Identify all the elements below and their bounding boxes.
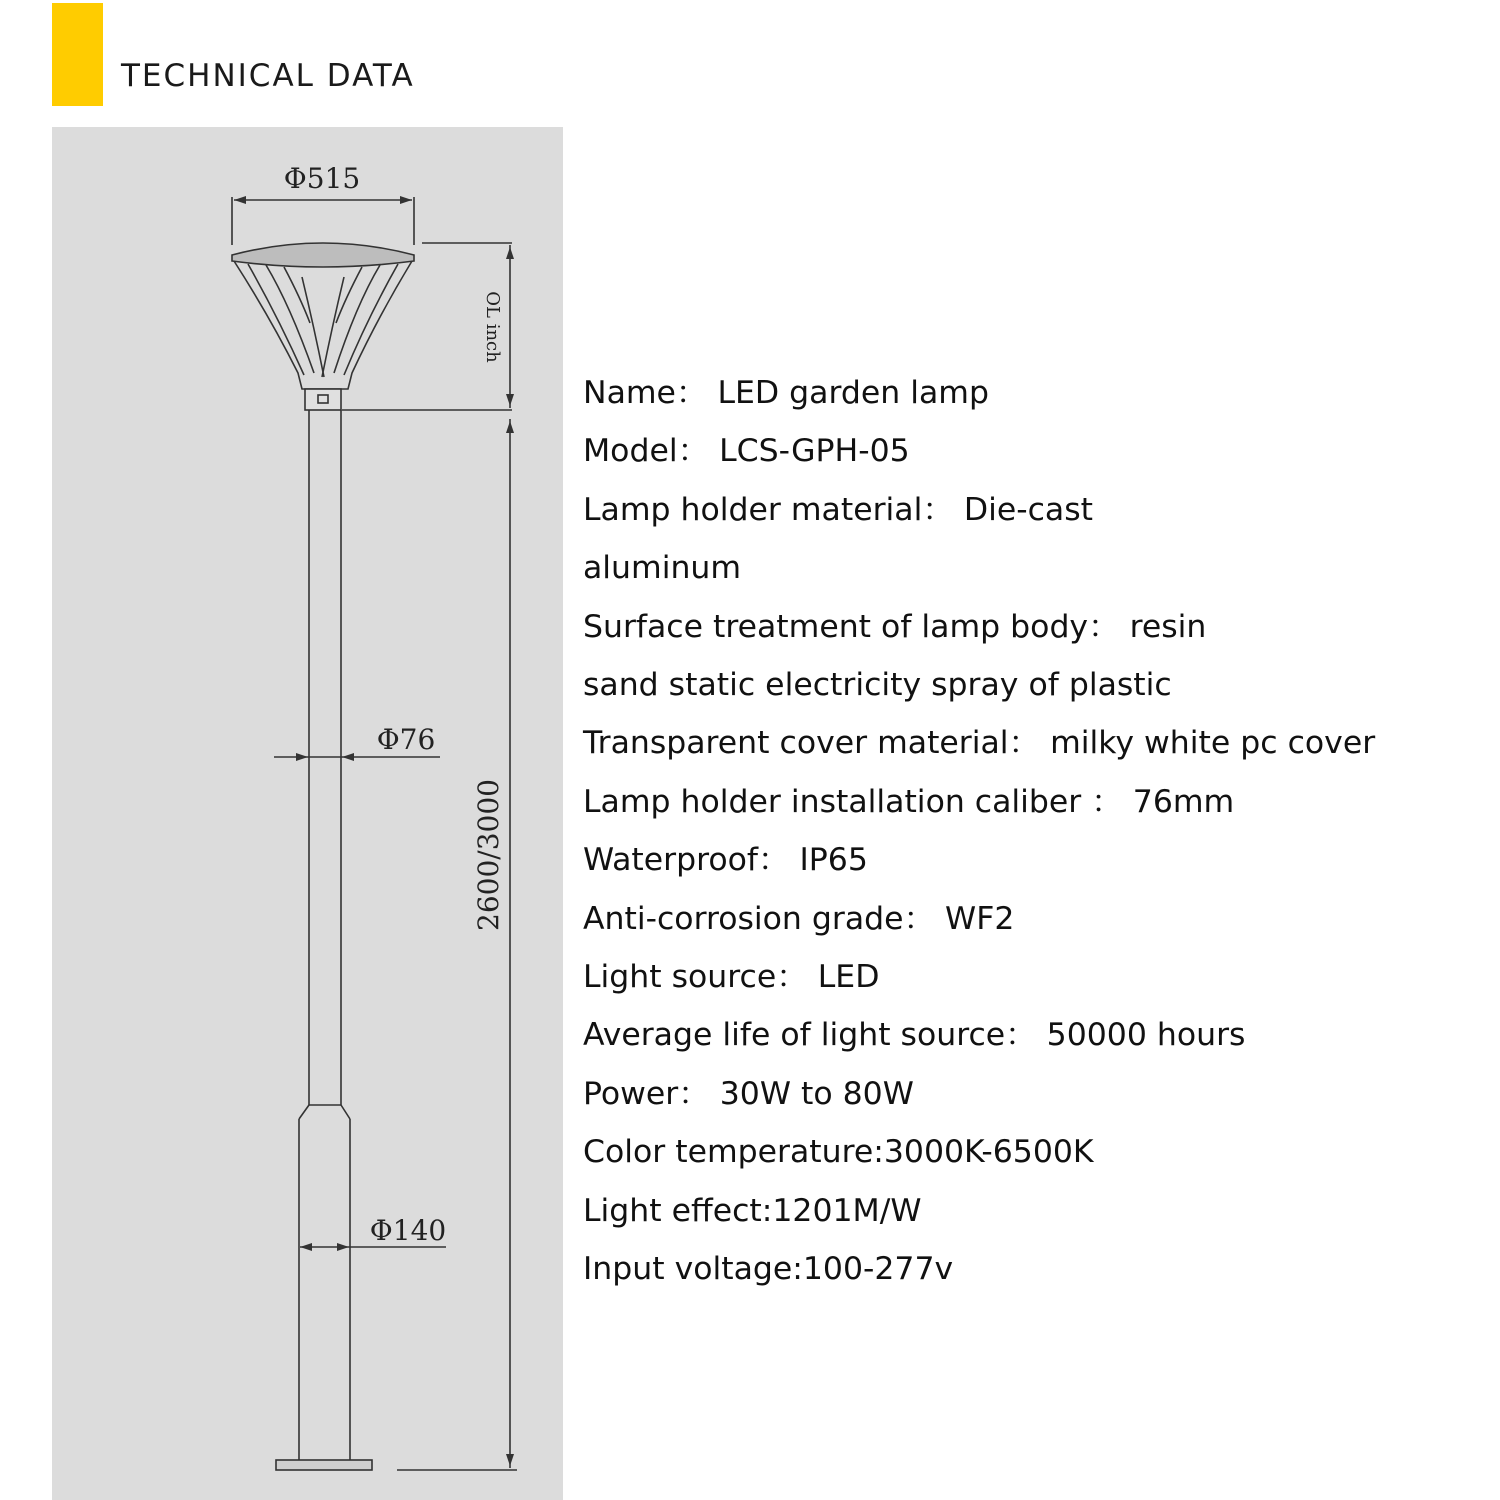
spec-item: Model： LCS-GPH-05 xyxy=(583,433,910,470)
total-height-label: 2600/3000 xyxy=(472,779,505,931)
spec-list xyxy=(583,364,1375,1299)
accent-bar xyxy=(52,3,103,106)
lamp-technical-drawing xyxy=(52,127,563,1500)
spec-item: Color temperature:3000K-6500K xyxy=(583,1134,1094,1171)
spec-item: Light effect:1201M/W xyxy=(583,1192,922,1229)
drawing-panel xyxy=(52,127,563,1500)
head-diameter-label: Φ515 xyxy=(283,162,361,195)
spec-item: Lamp holder material： Die-cast xyxy=(583,491,1093,528)
spec-item: Anti-corrosion grade： WF2 xyxy=(583,900,1015,937)
pole-transition xyxy=(299,1105,350,1119)
spec-item: Power： 30W to 80W xyxy=(583,1075,914,1112)
base-diameter-label: Φ140 xyxy=(369,1214,447,1247)
pole-lower xyxy=(299,1119,350,1460)
base-plate xyxy=(276,1460,372,1470)
spec-item: sand static electricity spray of plastic xyxy=(583,667,1172,704)
page-title: TECHNICAL DATA xyxy=(121,58,415,94)
head-height-label: OL inch xyxy=(482,291,503,363)
lamp-head xyxy=(232,243,414,410)
spec-item: Input voltage:100-277v xyxy=(583,1251,954,1288)
spec-item: Transparent cover material： milky white pc cover xyxy=(583,725,1376,762)
spec-item: Light source： LED xyxy=(583,959,880,996)
spec-item: Surface treatment of lamp body： resin xyxy=(583,608,1207,645)
spec-item: Average life of light source： 50000 hours xyxy=(583,1017,1246,1054)
spec-item: Name： LED garden lamp xyxy=(583,375,989,411)
pole-diameter-label: Φ76 xyxy=(376,723,436,756)
spec-item: Waterproof： IP65 xyxy=(583,842,868,879)
spec-item: aluminum xyxy=(583,550,742,587)
spec-item: Lamp holder installation caliber ： 76mm xyxy=(583,783,1235,820)
